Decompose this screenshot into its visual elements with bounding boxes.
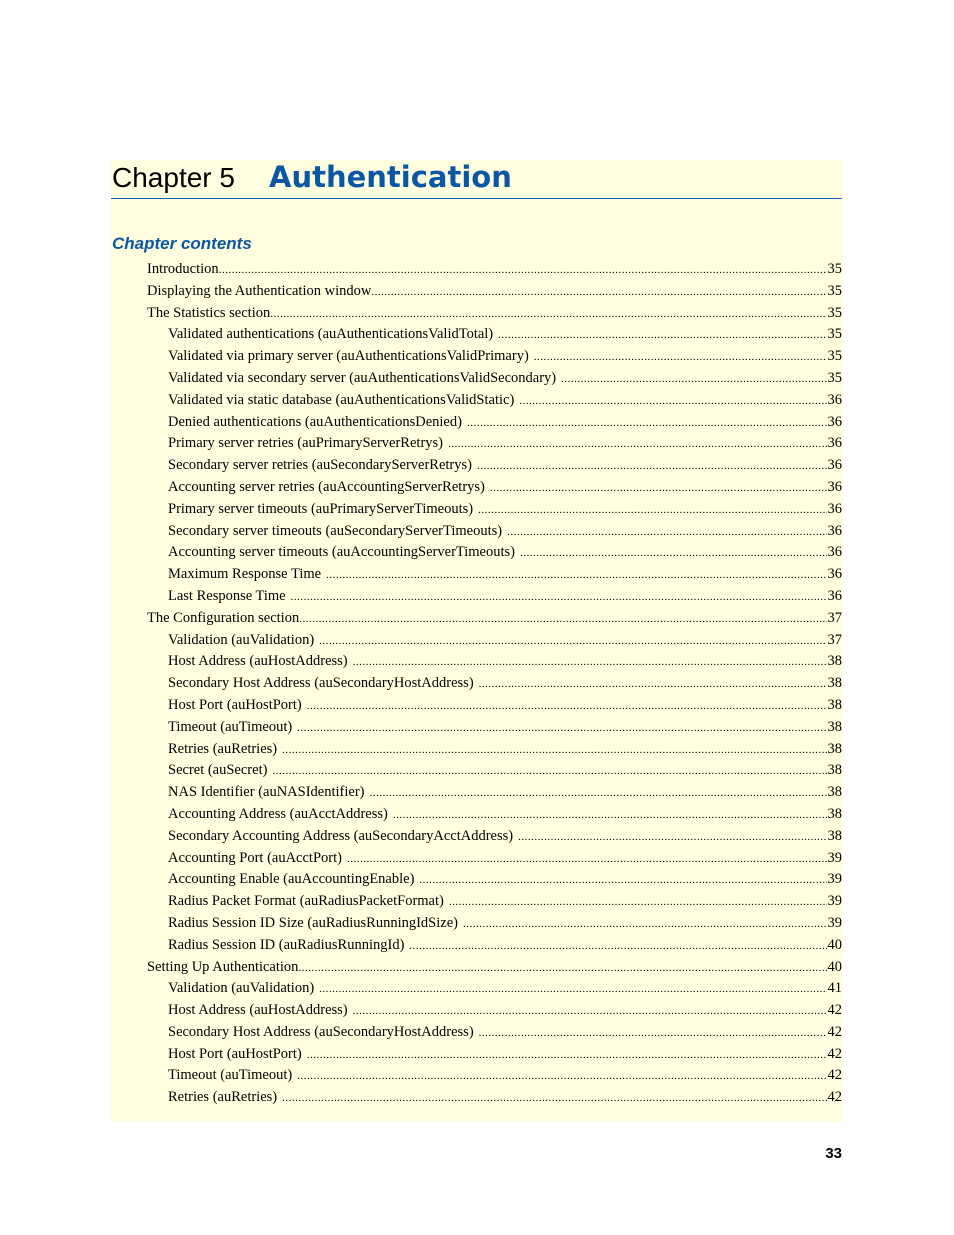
toc-dot-leader	[393, 805, 827, 827]
toc-entry-title: Secondary Accounting Address (auSecondaryAcctAddress)	[168, 827, 514, 844]
toc-entry-page: 38	[827, 653, 842, 670]
toc-entry-page: 37	[827, 631, 842, 648]
toc-entry-page: 40	[827, 958, 842, 975]
toc-dot-leader	[467, 413, 827, 435]
toc-entry[interactable]	[111, 303, 842, 325]
toc-dot-leader	[534, 347, 827, 369]
toc-dot-leader	[319, 631, 826, 653]
toc-dot-leader	[561, 369, 826, 391]
toc-dot-leader	[477, 456, 827, 478]
toc-entry-page: 35	[827, 326, 842, 343]
toc-dot-leader	[297, 1066, 826, 1088]
chapter-title: Authentication	[269, 160, 512, 194]
toc-dot-leader	[448, 434, 827, 456]
toc-entry-title: Accounting Port (auAcctPort)	[168, 849, 342, 866]
toc-entry[interactable]	[111, 935, 842, 957]
toc-entry-page: 36	[827, 413, 842, 430]
toc-entry[interactable]	[111, 826, 842, 848]
toc-entry-page: 36	[827, 500, 842, 517]
toc-dot-leader	[353, 652, 827, 674]
toc-entry-title: Validation (auValidation)	[168, 631, 315, 648]
toc-dot-leader	[297, 718, 826, 740]
toc-dot-leader	[282, 740, 826, 762]
toc-dot-leader	[419, 870, 826, 892]
toc-entry-page: 42	[827, 1089, 842, 1106]
toc-entry-page: 38	[827, 784, 842, 801]
toc-entry-title: Accounting Address (auAcctAddress)	[168, 805, 388, 822]
toc-entry-page: 42	[827, 1002, 842, 1019]
chapter-contents-heading: Chapter contents	[112, 234, 252, 253]
toc-entry[interactable]	[111, 760, 842, 782]
toc-entry[interactable]	[111, 542, 842, 564]
toc-entry-title: Validated authentications (auAuthenticationsValidTotal)	[168, 326, 494, 343]
toc-entry-title: Validation (auValidation)	[168, 980, 315, 997]
toc-entry-page: 36	[827, 435, 842, 452]
toc-entry[interactable]	[111, 1022, 842, 1044]
toc-entry[interactable]	[111, 739, 842, 761]
toc-entry[interactable]	[111, 455, 842, 477]
toc-entry[interactable]	[111, 1044, 842, 1066]
toc-entry[interactable]	[111, 477, 842, 499]
toc-entry[interactable]	[111, 608, 842, 630]
toc-entry-page: 36	[827, 457, 842, 474]
toc-dot-leader	[319, 979, 826, 1001]
toc-entry-title: Last Response Time	[168, 587, 286, 604]
toc-entry-title: Accounting server timeouts (auAccountingServerTimeouts)	[168, 544, 515, 561]
toc-entry[interactable]	[111, 651, 842, 673]
toc-entry[interactable]	[111, 1000, 842, 1022]
toc-entry-page: 35	[827, 282, 842, 299]
toc-entry-title: Validated via static database (auAuthenticationsValidStatic)	[168, 391, 515, 408]
toc-dot-leader	[370, 783, 827, 805]
toc-entry[interactable]	[111, 346, 842, 368]
toc-entry-page: 39	[827, 871, 842, 888]
toc-entry[interactable]	[111, 782, 842, 804]
toc-entry-title: Secondary Host Address (auSecondaryHostAddress)	[168, 1023, 474, 1040]
toc-entry-title: Timeout (auTimeout)	[168, 718, 293, 735]
toc-entry-page: 36	[827, 587, 842, 604]
toc-dot-leader	[371, 282, 826, 304]
toc-entry-title: Host Port (auHostPort)	[168, 1045, 302, 1062]
toc-entry-title: Primary server retries (auPrimaryServerRetrys)	[168, 435, 443, 452]
toc-entry-page: 38	[827, 740, 842, 757]
toc-entry-page: 35	[827, 304, 842, 321]
toc-dot-leader	[520, 543, 827, 565]
toc-entry-title: The Configuration section	[147, 609, 300, 626]
toc-entry-page: 36	[827, 391, 842, 408]
toc-dot-leader	[518, 827, 826, 849]
toc-dot-leader	[479, 1023, 827, 1045]
toc-entry-title: Radius Session ID (auRadiusRunningId)	[168, 936, 405, 953]
toc-entry-page: 38	[827, 675, 842, 692]
toc-entry-page: 36	[827, 522, 842, 539]
toc-dot-leader	[291, 587, 827, 609]
toc-entry-page: 42	[827, 1023, 842, 1040]
toc-entry-title: Host Address (auHostAddress)	[168, 1002, 348, 1019]
toc-entry[interactable]	[111, 564, 842, 586]
toc-entry[interactable]	[111, 433, 842, 455]
toc-entry[interactable]	[111, 281, 842, 303]
toc-entry-page: 39	[827, 914, 842, 931]
toc-entry-page: 36	[827, 566, 842, 583]
toc-entry[interactable]	[111, 368, 842, 390]
toc-entry[interactable]	[111, 978, 842, 1000]
toc-entry-page: 38	[827, 827, 842, 844]
toc-entry-page: 35	[827, 369, 842, 386]
toc-dot-leader	[219, 260, 827, 282]
toc-dot-leader	[347, 849, 827, 871]
toc-entry[interactable]	[111, 521, 842, 543]
toc-dot-leader	[282, 1088, 826, 1110]
toc-entry[interactable]	[111, 586, 842, 608]
toc-entry-page: 41	[827, 980, 842, 997]
toc-dot-leader	[449, 892, 827, 914]
toc-dot-leader	[478, 500, 826, 522]
toc-entry-title: Maximum Response Time	[168, 566, 322, 583]
toc-entry-title: The Statistics section	[147, 304, 271, 321]
toc-entry[interactable]	[111, 695, 842, 717]
toc-entry-page: 38	[827, 762, 842, 779]
toc-entry-title: Primary server timeouts (auPrimaryServerTimeouts)	[168, 500, 474, 517]
toc-entry[interactable]	[111, 913, 842, 935]
toc-entry-title: Accounting server retries (auAccountingServerRetrys)	[168, 478, 485, 495]
toc-dot-leader	[272, 761, 826, 783]
toc-entry-page: 42	[827, 1045, 842, 1062]
toc-entry[interactable]	[111, 848, 842, 870]
toc-dot-leader	[307, 1045, 827, 1067]
toc-dot-leader	[409, 936, 826, 958]
toc-entry-title: Radius Session ID Size (auRadiusRunningIdSize)	[168, 914, 458, 931]
toc-entry[interactable]	[111, 717, 842, 739]
toc-entry[interactable]	[111, 1087, 842, 1109]
chapter-number: Chapter 5	[112, 162, 235, 193]
toc-entry-title: Host Address (auHostAddress)	[168, 653, 348, 670]
chapter-header	[111, 160, 842, 199]
toc-entry-title: Radius Packet Format (auRadiusPacketFormat)	[168, 893, 444, 910]
toc-dot-leader	[479, 674, 827, 696]
toc-entry[interactable]	[111, 957, 842, 979]
toc-entry-title: Displaying the Authentication window	[147, 282, 372, 299]
toc-entry-title: Secondary server retries (auSecondaryServerRetrys)	[168, 457, 472, 474]
toc-dot-leader	[353, 1001, 827, 1023]
toc-dot-leader	[519, 391, 826, 413]
toc-entry[interactable]	[111, 412, 842, 434]
toc-entry-title: Accounting Enable (auAccountingEnable)	[168, 871, 415, 888]
toc-dot-leader	[299, 609, 826, 631]
toc-entry-title: Retries (auRetries)	[168, 1089, 278, 1106]
toc-entry-title: Setting Up Authentication	[147, 958, 299, 975]
toc-entry[interactable]	[111, 499, 842, 521]
toc-entry[interactable]	[111, 324, 842, 346]
toc-dot-leader	[507, 522, 826, 544]
toc-entry-page: 39	[827, 849, 842, 866]
toc-dot-leader	[307, 696, 827, 718]
toc-entry[interactable]	[111, 869, 842, 891]
toc-dot-leader	[298, 958, 826, 980]
toc-entry-title: Validated via primary server (auAuthenticationsValidPrimary)	[168, 348, 529, 365]
toc-entry[interactable]	[111, 673, 842, 695]
toc-entry-page: 42	[827, 1067, 842, 1084]
toc-entry-title: Validated via secondary server (auAuthenticationsValidSecondary)	[168, 369, 557, 386]
toc-dot-leader	[490, 478, 827, 500]
toc-dot-leader	[270, 304, 826, 326]
toc-entry-title: Secret (auSecret)	[168, 762, 268, 779]
toc-entry[interactable]	[111, 390, 842, 412]
table-of-contents	[111, 259, 842, 1109]
toc-dot-leader	[463, 914, 827, 936]
toc-entry-title: Secondary Host Address (auSecondaryHostAddress)	[168, 675, 474, 692]
toc-entry-page: 38	[827, 696, 842, 713]
toc-entry[interactable]	[111, 891, 842, 913]
toc-entry-page: 39	[827, 893, 842, 910]
toc-entry-page: 38	[827, 718, 842, 735]
toc-entry-page: 40	[827, 936, 842, 953]
toc-entry-page: 36	[827, 478, 842, 495]
toc-entry-title: Host Port (auHostPort)	[168, 696, 302, 713]
toc-entry-title: NAS Identifier (auNASIdentifier)	[168, 784, 365, 801]
toc-entry[interactable]	[111, 804, 842, 826]
toc-entry[interactable]	[111, 1065, 842, 1087]
toc-entry[interactable]	[111, 630, 842, 652]
toc-entry-title: Introduction	[147, 261, 219, 277]
toc-entry-page: 35	[827, 261, 842, 277]
toc-entry-title: Denied authentications (auAuthenticationsDenied)	[168, 413, 462, 430]
toc-dot-leader	[326, 565, 826, 587]
toc-entry-title: Secondary server timeouts (auSecondaryServerTimeouts)	[168, 522, 503, 539]
toc-entry-page: 38	[827, 805, 842, 822]
toc-entry-title: Retries (auRetries)	[168, 740, 278, 757]
toc-entry[interactable]	[111, 259, 842, 281]
toc-dot-leader	[498, 325, 826, 347]
toc-entry-page: 37	[827, 609, 842, 626]
toc-entry-title: Timeout (auTimeout)	[168, 1067, 293, 1084]
toc-entry-page: 36	[827, 544, 842, 561]
toc-entry-page: 35	[827, 348, 842, 365]
page-number: 33	[825, 1145, 842, 1162]
